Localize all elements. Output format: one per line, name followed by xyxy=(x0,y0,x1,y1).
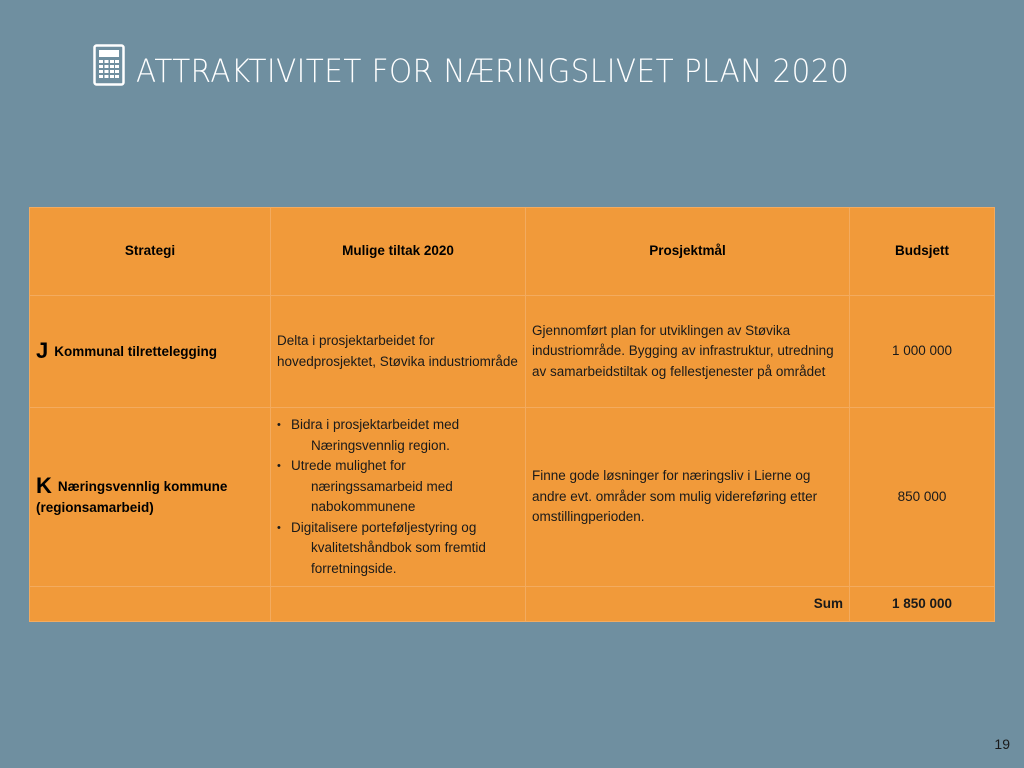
header-tiltak: Mulige tiltak 2020 xyxy=(271,208,526,296)
table-row xyxy=(30,296,995,408)
tiltak-list xyxy=(277,415,519,579)
slide-title: ATTRAKTIVITET FOR NÆRINGSLIVET PLAN 2020 xyxy=(136,52,850,90)
bullet-icon: • xyxy=(277,460,281,472)
tiltak-cell xyxy=(271,408,526,587)
header-budsjett: Budsjett xyxy=(850,208,995,296)
bullet-icon: • xyxy=(277,419,281,431)
sum-label: Sum xyxy=(526,587,850,622)
strategy-letter: K xyxy=(36,473,52,498)
bullet-icon: • xyxy=(277,521,281,534)
strategy-cell xyxy=(30,296,271,408)
budget-table xyxy=(29,207,995,622)
table-row xyxy=(30,408,995,587)
strategy-name: Kommunal tilrettelegging xyxy=(54,343,218,359)
page-number: 19 xyxy=(994,736,1010,752)
list-item: • Digitalisere porteføljestyring og kvalitetshåndbok som fremtid forretningside. xyxy=(277,519,486,576)
goal-cell: Gjennomført plan for utviklingen av Støvika industriområde. Bygging av infrastruktur, utredning av samarbeidstiltak og fellestjenester på området xyxy=(526,296,850,408)
header-strategi: Strategi xyxy=(30,208,271,296)
tiltak-cell: Delta i prosjektarbeidet for hovedprosjektet, Støvika industriområde xyxy=(271,296,526,408)
strategy-letter: J xyxy=(36,337,49,363)
budget-cell: 850 000 xyxy=(850,408,995,587)
empty-cell xyxy=(30,587,271,622)
strategy-cell xyxy=(30,408,271,587)
goal-cell: Finne gode løsninger for næringsliv i Lierne og andre evt. områder som mulig videreføring etter omstillingperioden. xyxy=(526,408,850,587)
table-header-row xyxy=(30,208,995,296)
budget-cell: 1 000 000 xyxy=(850,296,995,408)
calculator-icon xyxy=(93,44,125,86)
sum-row xyxy=(30,587,995,622)
list-item: • Bidra i prosjektarbeidet med Næringsvennlig region. xyxy=(277,417,460,453)
header-prosjektmal: Prosjektmål xyxy=(526,208,850,296)
sum-value: 1 850 000 xyxy=(850,587,995,622)
list-item: • Utrede mulighet for næringssamarbeid med nabokommunene xyxy=(277,458,453,514)
empty-cell xyxy=(271,587,526,622)
strategy-name: Næringsvennlig kommune (regionsamarbeid) xyxy=(36,479,228,515)
